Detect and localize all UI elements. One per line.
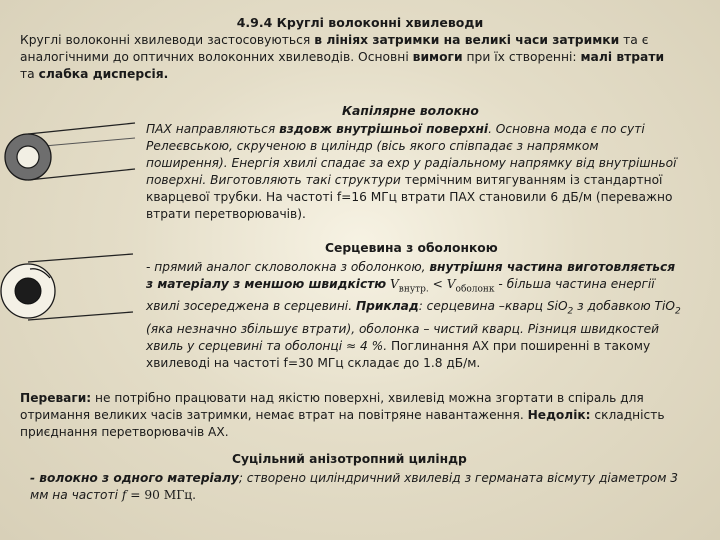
solid-title: Суцільний анізотропний циліндр	[232, 452, 467, 466]
core-paragraph: - прямий аналог скловолокна з оболонкою, внутрішня частина виготовляється з матеріалу з меншою швидкістю $V_{внутр.} < V_{оболонк}$ - більша частина енергії хвилі зосереджена в серцевині. Приклад: серцевина –кварц SiO$_2$ з добавкою TiO$_2$ (яка незначно збільшує втрати), оболонка – чистий кварц. Різниця швидкостей хвиль у серцевині та оболонці ≈ 4 %. Поглинання АХ при поширенні в такому хвилеводі на частоті f=30 МГц складає до 1.8 дБ/м.	[146, 260, 681, 370]
capillary-fiber-figure	[0, 118, 140, 198]
core-text: більша частина енергії хвилі зосереджена в серцевині.	[146, 277, 655, 314]
advantages-text: складність приєднання перетворювачів АХ.	[20, 408, 665, 439]
disadvantage-label: Недолік:	[527, 408, 591, 422]
intro-text: та є аналогічними до оптичних волоконних хвилеводів. Основні	[20, 33, 649, 64]
core-cladding-figure	[0, 250, 140, 330]
intro-paragraph	[20, 32, 680, 83]
core-bold: Приклад	[355, 299, 419, 314]
core-text: (яка незначно збільшує втрати), оболонка – чистий кварц. Різниця швидкостей хвиль у серцевині та оболонці ≈ 4 %.	[146, 321, 660, 353]
velocity-outer: $V_{оболонк}$	[446, 277, 495, 295]
core-text: - прямий аналог скловолокна з оболонкою,	[146, 260, 430, 274]
capillary-text: термічним витягуванням із стандартної кварцевої трубки. На частоті f=16 МГц втрати ПАХ становили 6 дБ/м (переважно втрати перетворювачів).	[146, 173, 673, 221]
fiber-hollow-core	[17, 146, 39, 168]
intro-bold: вимоги	[412, 50, 463, 64]
fiber-edge-line	[28, 254, 133, 262]
less-than-sign: <	[428, 277, 447, 291]
capillary-text: . Основна мода є по суті Релеєвською, скрученою в циліндр (вісь якого співпадає з напрямком поширення). Енергія хвилі спадає за exp у радіальному напрямку від внутрішньої поверхні. Виготовляють такі структури	[146, 122, 677, 187]
intro-text: та	[20, 67, 39, 81]
fiber-inner-line	[44, 138, 135, 146]
capillary-text: ПАХ направляються	[146, 122, 280, 136]
solid-text: ; створено циліндричний хвилевід з германата вісмуту діаметром 3 мм на частоті	[30, 471, 679, 502]
capillary-paragraph	[146, 121, 681, 223]
capillary-bold: вздовж внутрішньої поверхні	[279, 122, 489, 136]
advantages-paragraph	[20, 390, 692, 441]
core-text: з добавкою TiO	[573, 299, 675, 314]
intro-text: Круглі волоконні хвилеводи застосовуються	[20, 33, 315, 47]
core-circle	[15, 278, 41, 304]
fiber-edge-line	[28, 123, 135, 134]
core-text: Поглинання АХ при поширенні в такому хвилеводі на частоті f=30 МГц складає до 1.8 дБ/м.	[146, 338, 651, 370]
advantages-label: Переваги:	[20, 391, 92, 405]
solid-bold: - волокно з одного матеріалу	[30, 471, 239, 485]
capillary-title: Капілярне волокно	[342, 104, 479, 118]
core-text: : серцевина –кварц SiO	[418, 299, 568, 314]
core-title: Серцевина з оболонкою	[325, 241, 498, 255]
intro-bold: в лініях затримки на великі часи затримки	[314, 33, 620, 47]
intro-bold: слабка дисперсія.	[38, 67, 169, 81]
velocity-inner: $V_{внутр.}$	[389, 277, 429, 295]
advantages-text: не потрібно працювати над якістю поверхні, хвилевід можна згортати в спіраль для отримання великих часів затримки, немає втрат на повітряне навантаження.	[20, 391, 644, 422]
core-bold: внутрішня частина виготовляється з матеріалу з меншою швидкістю	[146, 260, 676, 291]
frequency-symbol: f	[121, 488, 127, 502]
intro-bold: малі втрати	[580, 50, 665, 64]
intro-text: при їх створенні:	[462, 50, 581, 64]
page-title: 4.9.4 Круглі волоконні хвилеводи	[236, 15, 484, 30]
solid-paragraph: - волокно з одного матеріалу; створено циліндричний хвилевід з германата вісмуту діаметром 3 мм на частоті f = 90 МГц.	[30, 471, 679, 502]
